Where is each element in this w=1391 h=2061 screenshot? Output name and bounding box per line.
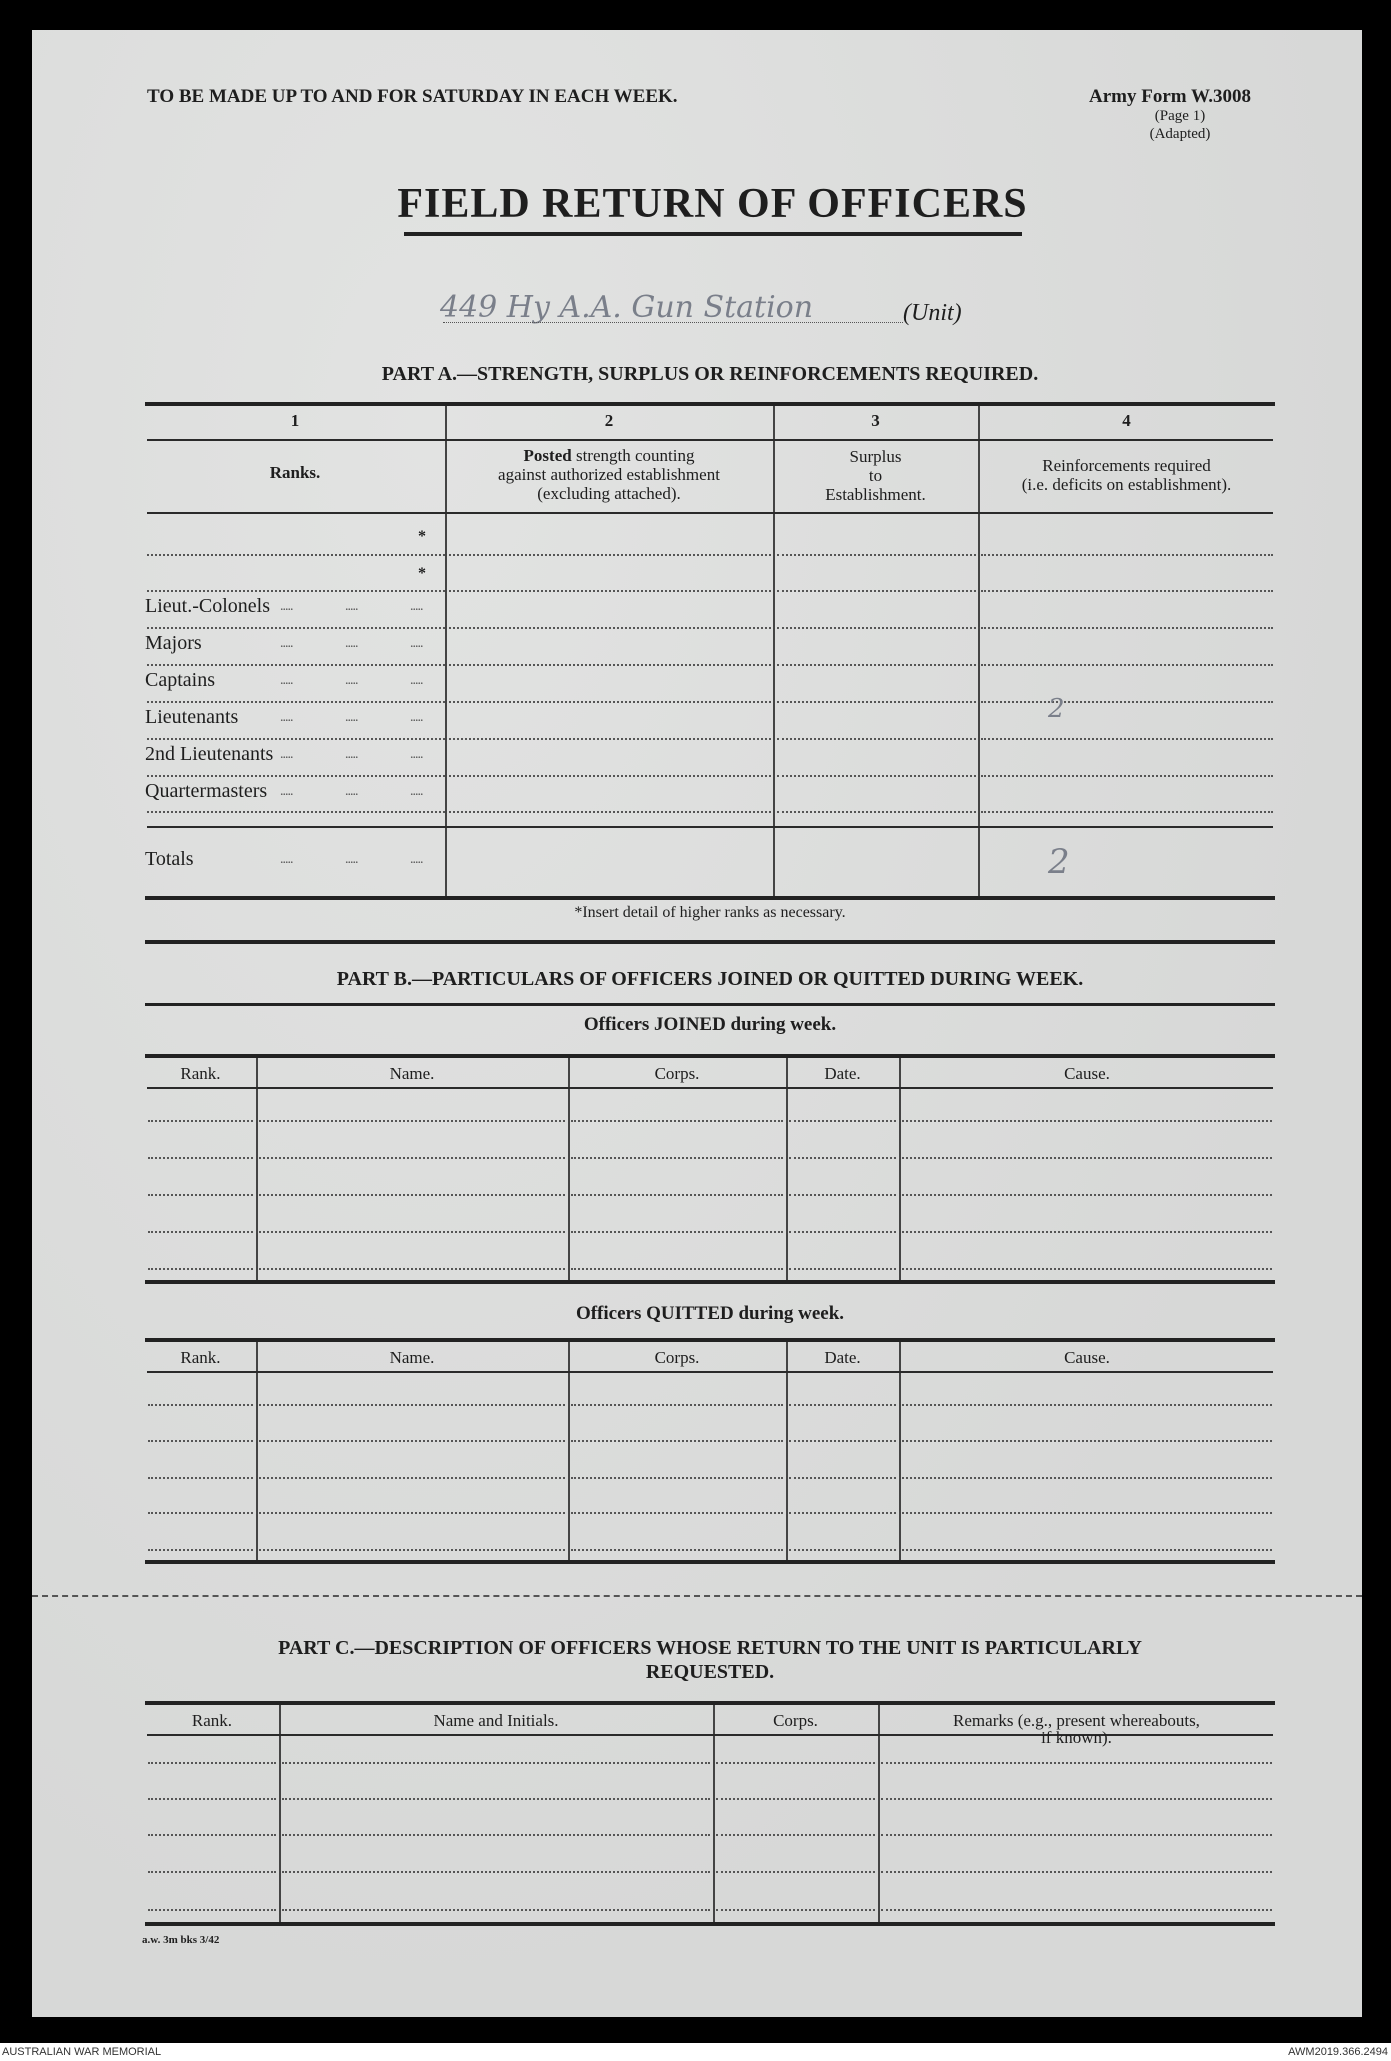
entry-line <box>571 1157 783 1159</box>
leader-dots: ..... <box>345 710 358 725</box>
entry-line <box>789 1440 896 1442</box>
entry-line <box>981 775 1273 777</box>
leader-dots: ..... <box>280 784 293 799</box>
entry-line <box>147 664 445 666</box>
entry-line <box>981 811 1273 813</box>
entry-line <box>902 1404 1272 1406</box>
posted-bold: Posted <box>523 446 572 465</box>
entry-line <box>881 1762 1272 1764</box>
entry-line <box>789 1120 896 1122</box>
adapted-note: (Adapted) <box>1149 126 1211 142</box>
entry-line <box>571 1512 783 1514</box>
entry-line <box>449 811 771 813</box>
column-divider <box>786 1342 788 1560</box>
entry-line <box>259 1512 565 1514</box>
leader-dots: ..... <box>280 673 293 688</box>
entry-line <box>902 1512 1272 1514</box>
entry-line <box>148 1477 253 1479</box>
entry-line <box>789 1549 896 1551</box>
entry-line <box>148 1120 253 1122</box>
entry-line <box>777 590 976 592</box>
entry-line <box>789 1477 896 1479</box>
column-number: 2 <box>604 411 614 430</box>
entry-line <box>571 1440 783 1442</box>
rule <box>145 940 1275 944</box>
leader-dots: ..... <box>410 636 423 651</box>
entry-line <box>148 1798 276 1800</box>
leader-dots: ..... <box>280 599 293 614</box>
table-bottom-rule <box>145 1922 1275 1926</box>
quitted-heading: Officers QUITTED during week. <box>575 1303 845 1324</box>
entry-line <box>148 1194 253 1196</box>
column-header: Name. <box>389 1064 435 1083</box>
header-bottom-rule <box>147 512 1273 514</box>
rank-label: Quartermasters <box>145 780 268 802</box>
perforation-line <box>32 1595 1362 1597</box>
entry-line <box>789 1194 896 1196</box>
column-header-reinforcements-1: Reinforcements required <box>1042 456 1211 475</box>
column-header-ranks: Ranks. <box>269 463 321 482</box>
form-number: Army Form W.3008 <box>1088 86 1251 107</box>
entry-line <box>259 1120 565 1122</box>
entry-line <box>259 1440 565 1442</box>
unit-field-line <box>443 322 903 323</box>
entry-line <box>777 775 976 777</box>
leader-dots: ..... <box>345 784 358 799</box>
header-rule <box>147 1087 1273 1089</box>
leader-dots: ..... <box>280 747 293 762</box>
column-header: Date. <box>824 1064 861 1083</box>
entry-line <box>148 1440 253 1442</box>
rank-label: 2nd Lieutenants <box>145 743 274 765</box>
column-divider <box>568 1342 570 1560</box>
archive-footer <box>0 2043 1391 2061</box>
column-divider <box>713 1705 715 1922</box>
column-header: Rank. <box>180 1348 221 1367</box>
asterisk-marker: * <box>418 528 426 545</box>
entry-line <box>449 554 771 556</box>
leader-dots: ..... <box>345 673 358 688</box>
column-header: Date. <box>824 1348 861 1367</box>
entry-line <box>981 554 1273 556</box>
column-header-posted-2: against authorized establishment <box>498 465 720 484</box>
column-header: Rank. <box>180 1064 221 1083</box>
table-bottom-rule <box>145 1560 1275 1564</box>
page-number: (Page 1) <box>1154 108 1206 124</box>
column-header: Cause. <box>1064 1064 1110 1083</box>
rule <box>145 402 1275 406</box>
entry-line <box>902 1477 1272 1479</box>
column-header: Corps. <box>773 1711 818 1730</box>
column-header-remarks-2: if known). <box>1041 1728 1112 1747</box>
part-b-heading: PART B.—PARTICULARS OF OFFICERS JOINED OR QUITTED DURING WEEK. <box>336 968 1084 990</box>
column-divider <box>899 1342 901 1560</box>
entry-line <box>147 701 445 703</box>
entry-line <box>881 1909 1272 1911</box>
entry-line <box>282 1762 710 1764</box>
entry-line <box>777 664 976 666</box>
entry-line <box>902 1194 1272 1196</box>
column-divider <box>256 1342 258 1560</box>
entry-line <box>902 1231 1272 1233</box>
entry-line <box>147 590 445 592</box>
joined-heading: Officers JOINED during week. <box>583 1014 837 1035</box>
entry-line <box>282 1834 710 1836</box>
entry-line <box>902 1268 1272 1270</box>
entry-line <box>148 1404 253 1406</box>
column-divider <box>568 1058 570 1280</box>
header-rule <box>147 439 1273 441</box>
leader-dots: ..... <box>345 599 358 614</box>
column-header: Corps. <box>654 1348 700 1367</box>
column-divider <box>786 1058 788 1280</box>
entry-line <box>716 1798 875 1800</box>
entry-line <box>571 1549 783 1551</box>
column-divider <box>256 1058 258 1280</box>
entry-line <box>881 1798 1272 1800</box>
column-header: Remarks (e.g., present whereabouts, <box>953 1711 1200 1730</box>
entry-line <box>902 1549 1272 1551</box>
entry-line <box>881 1834 1272 1836</box>
entry-line <box>789 1512 896 1514</box>
leader-dots: ..... <box>280 710 293 725</box>
entry-line <box>777 701 976 703</box>
entry-line <box>148 1762 276 1764</box>
entry-line <box>902 1157 1272 1159</box>
table-bottom-rule <box>145 896 1275 900</box>
entry-line <box>716 1871 875 1873</box>
entry-line <box>449 775 771 777</box>
entry-line <box>981 664 1273 666</box>
part-c-heading-2: REQUESTED. <box>645 1661 775 1683</box>
printer-code: a.w. 3m bks 3/42 <box>142 1934 220 1946</box>
part-c-heading: PART C.—DESCRIPTION OF OFFICERS WHOSE RETURN TO THE UNIT IS PARTICULARLY <box>278 1637 1142 1659</box>
entry-line <box>449 590 771 592</box>
entry-line <box>777 627 976 629</box>
rank-label: Captains <box>145 669 215 691</box>
totals-rule <box>147 826 1273 828</box>
entry-line <box>881 1871 1272 1873</box>
column-header: Name. <box>389 1348 435 1367</box>
entry-line <box>449 738 771 740</box>
footer-accession-number: AWM2019.366.2494 <box>1288 2046 1388 2058</box>
entry-line <box>449 627 771 629</box>
entry-line <box>716 1909 875 1911</box>
entry-line <box>571 1268 783 1270</box>
leader-dots: ..... <box>410 852 423 867</box>
entry-line <box>259 1268 565 1270</box>
asterisk-marker: * <box>418 565 426 582</box>
entry-line <box>571 1231 783 1233</box>
entry-line <box>777 738 976 740</box>
column-divider <box>899 1058 901 1280</box>
entry-line <box>259 1231 565 1233</box>
page-title: FIELD RETURN OF OFFICERS <box>397 181 1028 227</box>
table-bottom-rule <box>145 1280 1275 1284</box>
entry-line <box>282 1909 710 1911</box>
entry-line <box>147 554 445 556</box>
entry-line <box>148 1512 253 1514</box>
leader-dots: ..... <box>410 710 423 725</box>
entry-line <box>259 1477 565 1479</box>
entry-line <box>259 1404 565 1406</box>
entry-line <box>259 1157 565 1159</box>
entry-line <box>148 1834 276 1836</box>
entry-line <box>571 1477 783 1479</box>
posted-rest: strength counting <box>575 446 695 465</box>
entry-line <box>147 775 445 777</box>
column-header: Cause. <box>1064 1348 1110 1367</box>
entry-line <box>259 1549 565 1551</box>
handwritten-lieutenants-reinforcements: 2 <box>1048 694 1065 724</box>
leader-dots: ..... <box>280 852 293 867</box>
entry-line <box>147 627 445 629</box>
part-a-note: *Insert detail of higher ranks as necessary. <box>574 904 846 921</box>
table-top-rule <box>145 1338 1275 1342</box>
header-rule <box>147 1371 1273 1373</box>
entry-line <box>449 664 771 666</box>
column-number: 4 <box>1122 411 1131 430</box>
column-header-posted <box>445 446 773 466</box>
column-number: 1 <box>290 411 300 430</box>
rule <box>145 1003 1275 1006</box>
entry-line <box>789 1268 896 1270</box>
entry-line <box>259 1194 565 1196</box>
entry-line <box>777 811 976 813</box>
entry-line <box>789 1231 896 1233</box>
entry-line <box>789 1404 896 1406</box>
entry-line <box>148 1909 276 1911</box>
entry-line <box>981 590 1273 592</box>
leader-dots: ..... <box>280 636 293 651</box>
handwritten-totals-reinforcements: 2 <box>1048 842 1070 882</box>
entry-line <box>571 1120 783 1122</box>
footer-institution: AUSTRALIAN WAR MEMORIAL <box>2 2046 162 2058</box>
instruction-text: TO BE MADE UP TO AND FOR SATURDAY IN EACH WEEK. <box>147 86 678 107</box>
column-header-surplus-1: Surplus <box>849 447 902 466</box>
column-header-posted-3: (excluding attached). <box>537 484 681 503</box>
rank-label: Lieutenants <box>145 706 239 728</box>
entry-line <box>981 738 1273 740</box>
rank-label: Lieut.-Colonels <box>145 595 270 617</box>
part-a-heading: PART A.—STRENGTH, SURPLUS OR REINFORCEMENTS REQUIRED. <box>381 363 1039 385</box>
entry-line <box>716 1834 875 1836</box>
entry-line <box>147 738 445 740</box>
entry-line <box>902 1120 1272 1122</box>
column-header-surplus-3: Establishment. <box>825 485 926 504</box>
table-top-rule <box>145 1701 1275 1705</box>
entry-line <box>282 1798 710 1800</box>
rank-label: Majors <box>145 632 202 654</box>
totals-label: Totals <box>145 848 194 870</box>
entry-line <box>981 701 1273 703</box>
entry-line <box>777 554 976 556</box>
column-divider <box>279 1705 281 1922</box>
leader-dots: ..... <box>410 747 423 762</box>
column-header: Name and Initials. <box>433 1711 559 1730</box>
entry-line <box>902 1440 1272 1442</box>
entry-line <box>981 627 1273 629</box>
column-header-surplus-2: to <box>868 466 883 485</box>
entry-line <box>789 1157 896 1159</box>
leader-dots: ..... <box>345 852 358 867</box>
entry-line <box>148 1231 253 1233</box>
entry-line <box>449 701 771 703</box>
title-underline <box>404 232 1022 236</box>
table-top-rule <box>145 1054 1275 1058</box>
column-number: 3 <box>871 411 880 430</box>
entry-line <box>571 1404 783 1406</box>
entry-line <box>148 1549 253 1551</box>
leader-dots: ..... <box>410 784 423 799</box>
entry-line <box>148 1871 276 1873</box>
entry-line <box>716 1762 875 1764</box>
column-header: Rank. <box>191 1711 233 1730</box>
leader-dots: ..... <box>410 599 423 614</box>
entry-line <box>148 1157 253 1159</box>
entry-line <box>282 1871 710 1873</box>
leader-dots: ..... <box>410 673 423 688</box>
leader-dots: ..... <box>345 636 358 651</box>
unit-handwritten-value: 449 Hy A.A. Gun Station <box>440 290 814 325</box>
column-header: Corps. <box>654 1064 700 1083</box>
column-header-reinforcements-2: (i.e. deficits on establishment). <box>1021 475 1232 494</box>
leader-dots: ..... <box>345 747 358 762</box>
unit-label: (Unit) <box>903 300 962 326</box>
entry-line <box>571 1194 783 1196</box>
entry-line <box>147 811 445 813</box>
entry-line <box>148 1268 253 1270</box>
